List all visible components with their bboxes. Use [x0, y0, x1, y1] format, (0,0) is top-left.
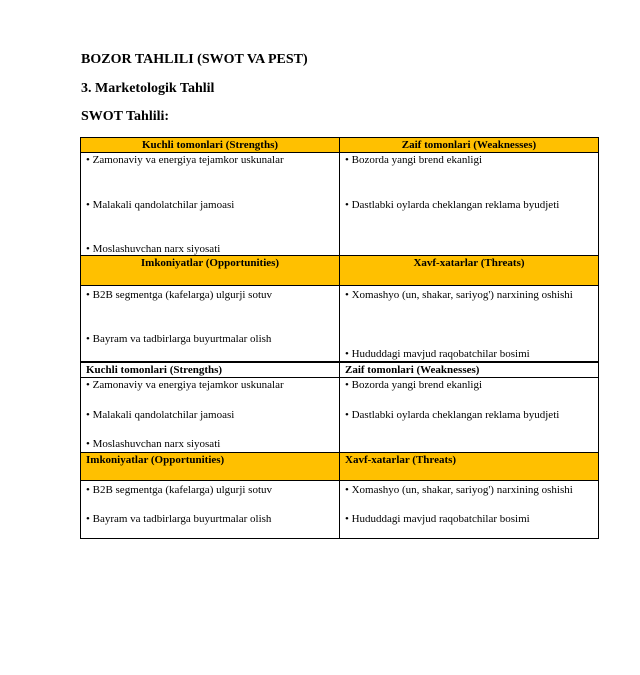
strengths-cell	[81, 153, 340, 256]
weaknesses-cell	[340, 378, 599, 453]
subsection-heading: SWOT Tahlili:	[81, 109, 170, 124]
strengths-header: Kuchli tomonlari (Strengths)	[81, 138, 340, 153]
document-title: BOZOR TAHLILI (SWOT VA PEST)	[81, 52, 308, 67]
threats-cell	[340, 286, 599, 362]
threat-item: • Hududdagi mavjud raqobatchilar bosimi	[345, 348, 530, 360]
weaknesses-header: Zaif tomonlari (Weaknesses)	[340, 138, 599, 153]
threats-header: Xavf-xatarlar (Threats)	[340, 256, 599, 286]
strengths-header: Kuchli tomonlari (Strengths)	[81, 363, 340, 378]
weaknesses-header: Zaif tomonlari (Weaknesses)	[340, 363, 599, 378]
swot-table-1	[80, 137, 599, 362]
threats-header: Xavf-xatarlar (Threats)	[340, 453, 599, 481]
strength-item: • Malakali qandolatchilar jamoasi	[86, 199, 235, 211]
strength-item: • Moslashuvchan narx siyosati	[86, 243, 221, 255]
strength-item: • Zamonaviy va energiya tejamkor uskunalar	[86, 379, 284, 391]
opportunity-item: • B2B segmentga (kafelarga) ulgurji sotuv	[86, 484, 273, 496]
weakness-item: • Dastlabki oylarda cheklangan reklama byudjeti	[345, 199, 560, 211]
strengths-cell	[81, 378, 340, 453]
threats-cell	[340, 481, 599, 539]
weakness-item: • Bozorda yangi brend ekanligi	[345, 154, 483, 166]
strength-item: • Malakali qandolatchilar jamoasi	[86, 409, 235, 421]
weaknesses-cell	[340, 153, 599, 256]
opportunities-cell	[81, 481, 340, 539]
opportunity-item: • B2B segmentga (kafelarga) ulgurji sotuv	[86, 289, 273, 301]
strength-item: • Zamonaviy va energiya tejamkor uskunalar	[86, 154, 284, 166]
weakness-item: • Dastlabki oylarda cheklangan reklama byudjeti	[345, 409, 560, 421]
strength-item: • Moslashuvchan narx siyosati	[86, 438, 221, 450]
section-heading: 3. Marketologik Tahlil	[81, 81, 215, 96]
swot-table-2	[80, 362, 599, 539]
opportunities-header: Imkoniyatlar (Opportunities)	[81, 453, 340, 481]
opportunities-cell	[81, 286, 340, 362]
threat-item: • Xomashyo (un, shakar, sariyog') narxining oshishi	[345, 289, 573, 301]
opportunity-item: • Bayram va tadbirlarga buyurtmalar olish	[86, 333, 272, 345]
threat-item: • Hududdagi mavjud raqobatchilar bosimi	[345, 513, 530, 525]
weakness-item: • Bozorda yangi brend ekanligi	[345, 379, 483, 391]
opportunities-header: Imkoniyatlar (Opportunities)	[81, 256, 340, 286]
threat-item: • Xomashyo (un, shakar, sariyog') narxining oshishi	[345, 484, 573, 496]
opportunity-item: • Bayram va tadbirlarga buyurtmalar olish	[86, 513, 272, 525]
